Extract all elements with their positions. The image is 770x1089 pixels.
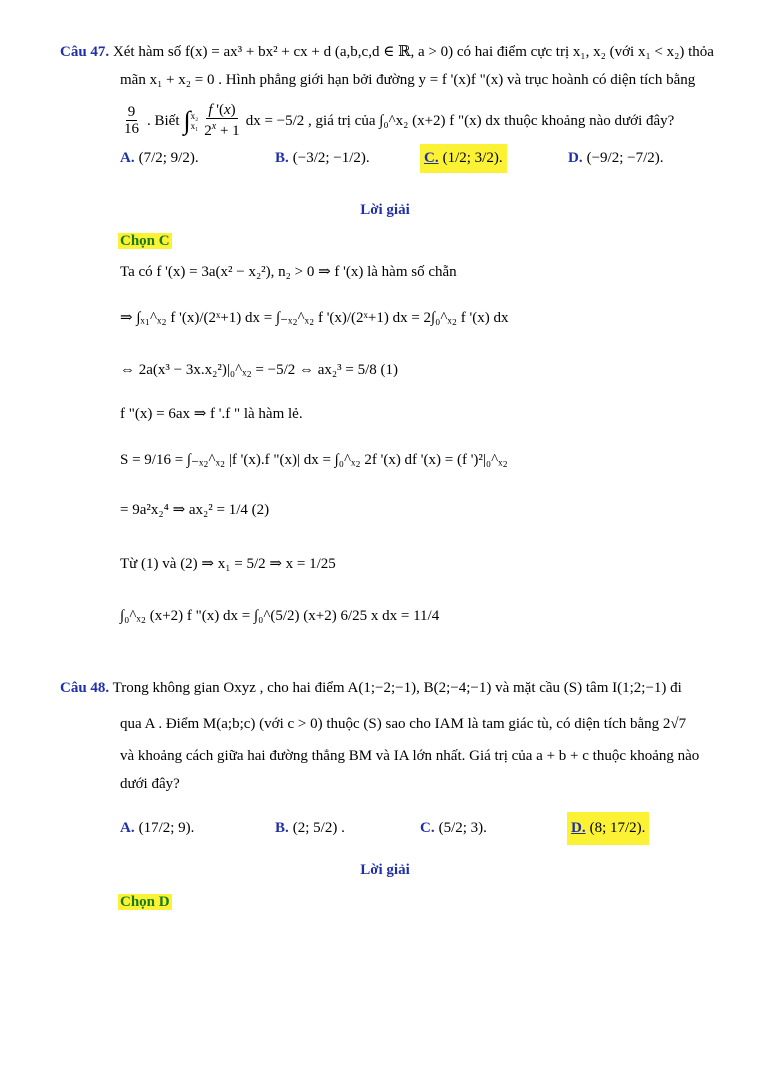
q47-solution-heading: Lời giải	[360, 202, 410, 218]
q47-option-b[interactable]: B. (−3/2; −1/2).	[275, 150, 370, 166]
q47-label: Câu 47.	[60, 44, 110, 60]
sol-line-2: ⇒ ∫ₓ₁^ₓ₂ f '(x)/(2ˣ+1) dx = ∫₋ₓ₂^ₓ₂ f '(x)/(2ˣ+1) dx = 2∫₀^ₓ₂ f '(x) dx	[120, 310, 509, 326]
q48-option-b[interactable]: B. (2; 5/2) .	[275, 820, 345, 836]
sol-line-8: ∫₀^ₓ₂ (x+2) f "(x) dx = ∫₀^(5/2) (x+2) 6/25 x dx = 11/4	[120, 608, 440, 624]
q48-option-a[interactable]: A. (17/2; 9).	[120, 820, 195, 836]
sol-line-7: Từ (1) và (2) ⇒ x₁ = 5/2 ⇒ x = 1/25	[120, 556, 336, 572]
q48-option-d[interactable]: D. (8; 17/2).	[567, 812, 649, 845]
q48-option-c[interactable]: C. (5/2; 3).	[420, 820, 487, 836]
q47-line-1: Câu 47. Xét hàm số f(x) = ax³ + bx² + cx + d (a,b,c,d ∈ ℝ, a > 0) có hai điểm cực trị x₁, x₂ (với x₁ < x₂) thỏa	[60, 44, 714, 60]
q47-option-c[interactable]: C. (1/2; 3/2).	[420, 144, 507, 173]
q48-choice: Chọn D	[120, 894, 170, 910]
q47-line-3: $\frac{9}{16}$ . Biết ∫ x₂ x₁ $\frac{f '(x)}{2^x + 1}$ dx = −5/2 , giá trị của ∫₀^x₂ (x+2) f "(x) dx thuộc khoảng nào dưới đây?	[124, 102, 675, 139]
q48-label: Câu 48.	[60, 680, 110, 696]
q47-option-d[interactable]: D. (−9/2; −7/2).	[568, 150, 664, 166]
q48-line-3: và khoảng cách giữa hai đường thẳng BM và IA lớn nhất. Giá trị của a + b + c thuộc khoảng nào	[120, 748, 700, 764]
q47-option-a[interactable]: A. (7/2; 9/2).	[120, 150, 199, 166]
sol-line-5: S = 9/16 = ∫₋ₓ₂^ₓ₂ |f '(x).f "(x)| dx = ∫₀^ₓ₂ 2f '(x) df '(x) = (f ')²|₀^ₓ₂	[120, 452, 508, 468]
sol-line-4: f "(x) = 6ax ⇒ f '.f " là hàm lẻ.	[120, 406, 303, 422]
sol-line-3: ⇔ 2a(x³ − 3x.x₂²)|₀^ₓ₂ = −5/2 ⇔ ax₂³ = 5/8 (1)	[120, 362, 399, 378]
sol-line-1: Ta có f '(x) = 3a(x² − x₂²), n₂ > 0 ⇒ f '(x) là hàm số chẵn	[120, 264, 457, 280]
area-fraction: $\frac{9}{16}$	[124, 104, 139, 137]
q48-line-1: Câu 48. Trong không gian Oxyz , cho hai điểm A(1;−2;−1), B(2;−4;−1) và mặt cầu (S) tâm I(1;2;−1) đi	[60, 680, 682, 696]
q47-choice: Chọn C	[120, 233, 170, 249]
q47-line-2: mãn x₁ + x₂ = 0 . Hình phẳng giới hạn bởi đường y = f '(x)f "(x) và trục hoành có diện tích bằng	[120, 72, 696, 88]
sol-line-6: = 9a²x₂⁴ ⇒ ax₂² = 1/4 (2)	[120, 502, 270, 518]
q48-line-4: dưới đây?	[120, 776, 180, 792]
q48-solution-heading: Lời giải	[360, 862, 410, 878]
q48-line-2: qua A . Điểm M(a;b;c) (với c > 0) thuộc (S) sao cho IAM là tam giác tù, có diện tích bằng 2√7	[120, 716, 687, 732]
